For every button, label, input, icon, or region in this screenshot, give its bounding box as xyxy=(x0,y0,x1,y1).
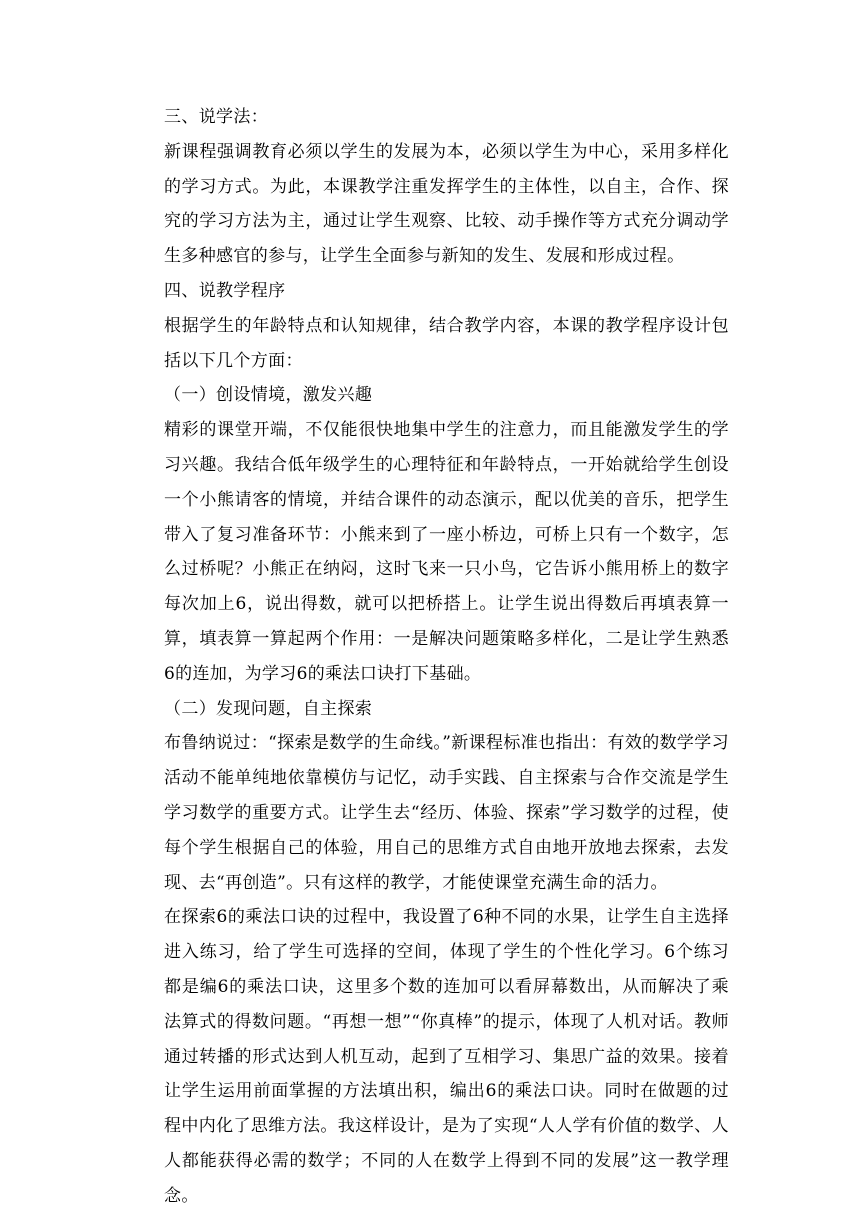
paragraph-learning-methods: 新课程强调教育必须以学生的发展为本，必须以学生为中心，采用多样化的学习方式。为此，本课教学注重发挥学生的主体性，以自主，合作、探究的学习方法为主，通过让学生观察、比较、动手操作等方式充分调动学生多种感官的参与，让学生全面参与新知的发生、发展和形成过程。 xyxy=(164,141,729,267)
subheading-two: （二）发现问题，自主探索 xyxy=(164,698,373,719)
subheading-one: （一）创设情境，激发兴趣 xyxy=(164,385,373,406)
section-heading-three: 三、说学法： xyxy=(164,107,269,127)
paragraph-exploration: 布鲁纳说过：“探索是数学的生命线。”新课程标准也指出：有效的数学学习活动不能单纯地依靠模仿与记忆，动手实践、自主探索与合作交流是学生学习数学的重要方式。让学生去“经历、体验、探索”学习数学的过程，使每个学生根据自己的体验，用自己的思维方式自由地开放地去探索，去发现、去“再创造”。只有这样的教学，才能使课堂充满生命的活力。 xyxy=(164,733,729,893)
document-page xyxy=(164,100,729,1214)
paragraph-teaching-procedure: 根据学生的年龄特点和认知规律，结合教学内容，本课的教学程序设计包括以下几个方面： xyxy=(164,315,729,371)
section-heading-four: 四、说教学程序 xyxy=(164,280,286,301)
paragraph-practice: 在探索6的乘法口诀的过程中，我设置了6种不同的水果，让学生自主选择进入练习，给了学生可选择的空间，体现了学生的个性化学习。6个练习都是编6的乘法口诀，这里多个数的连加可以看屏幕数出，从而解决了乘法算式的得数问题。“再想一想”“你真棒”的提示，体现了人机对话。教师通过转播的形式达到人机互动，起到了互相学习、集思广益的效果。接着让学生运用前面掌握的方法填出积，编出6的乘法口诀。同时在做题的过程中内化了思维方法。我这样设计，是为了实现“人人学有价值的数学、人人都能获得必需的数学；不同的人在数学上得到不同的发展”这一教学理念。 xyxy=(164,907,729,1206)
paragraph-scenario: 精彩的课堂开端，不仅能很快地集中学生的注意力，而且能激发学生的学习兴趣。我结合低年级学生的心理特征和年龄特点，一开始就给学生创设一个小熊请客的情境，并结合课件的动态演示，配以优美的音乐，把学生带入了复习准备环节：小熊来到了一座小桥边，可桥上只有一个数字，怎么过桥呢？小熊正在纳闷，这时飞来一只小鸟，它告诉小熊用桥上的数字每次加上6，说出得数，就可以把桥搭上。让学生说出得数后再填表算一算，填表算一算起两个作用：一是解决问题策略多样化，二是让学生熟悉6的连加，为学习6的乘法口诀打下基础。 xyxy=(164,420,729,684)
